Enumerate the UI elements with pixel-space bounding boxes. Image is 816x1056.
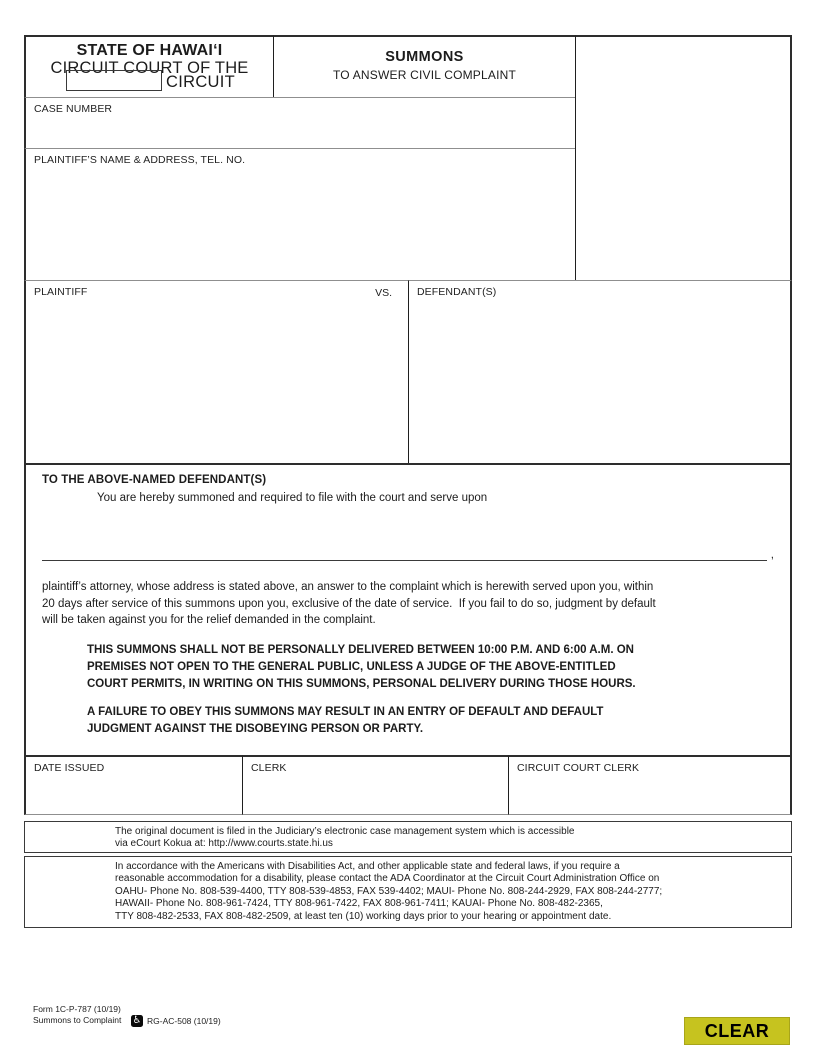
vs-label: VS. xyxy=(375,287,392,299)
plaintiff-address-label: PLAINTIFF’S NAME & ADDRESS, TEL. NO. xyxy=(34,154,246,166)
form-number: Form 1C-P-787 (10/19) xyxy=(33,1004,121,1014)
attorney-name-input-line[interactable] xyxy=(42,547,767,561)
ecourt-notice-line: via eCourt Kokua at: http://www.courts.state.hi.us xyxy=(115,838,333,850)
case-number-field[interactable] xyxy=(24,97,575,148)
defendant-field[interactable] xyxy=(408,280,792,463)
court-title-cell xyxy=(24,35,273,97)
form-subtitle: TO ANSWER CIVIL COMPLAINT xyxy=(332,68,517,82)
clerk-field[interactable] xyxy=(242,755,508,815)
circuit-court-clerk-label: CIRCUIT COURT CLERK xyxy=(517,762,640,774)
date-issued-field[interactable] xyxy=(24,755,242,815)
blank-stamp-cell xyxy=(575,35,792,280)
ada-notice-box xyxy=(24,856,792,928)
clear-button[interactable]: CLEAR xyxy=(684,1017,790,1045)
delivery-restriction-paragraph xyxy=(87,642,774,693)
attorney-name-blank-row xyxy=(42,547,774,561)
body-heading: TO THE ABOVE-NAMED DEFENDANT(S) xyxy=(42,474,267,486)
doc-code: RG-AC-508 (10/19) xyxy=(147,1016,221,1026)
form-title: SUMMONS xyxy=(385,49,464,65)
answer-paragraph-line: plaintiff’s attorney, whose address is stated above, an answer to the complaint which is herewith served upon you, within xyxy=(42,581,654,593)
plaintiff-label: PLAINTIFF xyxy=(34,286,88,298)
clerk-label: CLERK xyxy=(251,762,287,774)
answer-paragraph-line: 20 days after service of this summons upon you, exclusive of the date of service. If you fail to do so, judgment by default xyxy=(42,597,656,610)
answer-paragraph-line: will be taken against you for the relief demanded in the complaint. xyxy=(42,614,376,626)
ecourt-notice-box xyxy=(24,821,792,853)
circuit-name-input[interactable] xyxy=(66,70,162,91)
delivery-restriction-line: COURT PERMITS, IN WRITING ON THIS SUMMONS, PERSONAL DELIVERY DURING THOSE HOURS. xyxy=(87,677,636,690)
plaintiff-address-field[interactable] xyxy=(24,148,575,280)
form-title-cell xyxy=(273,35,575,97)
failure-to-obey-paragraph xyxy=(87,704,774,738)
defendant-label: DEFENDANT(S) xyxy=(417,286,497,298)
case-number-label: CASE NUMBER xyxy=(34,103,113,115)
failure-to-obey-line: JUDGMENT AGAINST THE DISOBEYING PERSON OR PARTY. xyxy=(87,722,424,735)
ada-notice-line: In accordance with the Americans with Disabilities Act, and other applicable state and federal laws, if you require a xyxy=(115,861,620,872)
court-name-line3-suffix: CIRCUIT xyxy=(166,73,236,91)
court-name-line2: CIRCUIT COURT OF THE xyxy=(50,59,249,77)
court-name-line1: STATE OF HAWAI‘I xyxy=(76,42,223,59)
ada-notice-line: HAWAII- Phone No. 808-961-7424, TTY 808-961-7422, FAX 808-961-7411; KAUAI- Phone No. 808-482-2365, xyxy=(115,898,603,910)
date-issued-label: DATE ISSUED xyxy=(34,762,105,774)
circuit-court-clerk-field[interactable] xyxy=(508,755,792,815)
delivery-restriction-line: PREMISES NOT OPEN TO THE GENERAL PUBLIC, UNLESS A JUDGE OF THE ABOVE-ENTITLED xyxy=(87,660,616,673)
summons-body-section xyxy=(24,463,792,755)
answer-paragraph xyxy=(42,579,774,629)
delivery-restriction-line: THIS SUMMONS SHALL NOT BE PERSONALLY DELIVERED BETWEEN 10:00 P.M. AND 6:00 A.M. ON xyxy=(87,643,634,656)
plaintiff-field[interactable] xyxy=(24,280,408,463)
failure-to-obey-line: A FAILURE TO OBEY THIS SUMMONS MAY RESULT IN AN ENTRY OF DEFAULT AND DEFAULT xyxy=(87,705,604,718)
ada-notice-line: OAHU- Phone No. 808-539-4400, TTY 808-539-4853, FAX 539-4402; MAUI- Phone No. 808-244-2929, FAX 808-244-2777; xyxy=(115,885,663,897)
accessibility-icon: ♿ xyxy=(132,1015,142,1026)
ecourt-notice-line: The original document is filed in the Judiciary’s electronic case management system which is accessible xyxy=(115,826,575,837)
after-blank-comma: , xyxy=(770,549,774,561)
form-name: Summons to Complaint xyxy=(33,1015,122,1025)
summon-sentence: You are hereby summoned and required to file with the court and serve upon xyxy=(97,492,488,504)
ada-notice-line: TTY 808-482-2533, FAX 808-482-2509, at least ten (10) working days prior to your hearing or appointment date. xyxy=(115,910,612,922)
ada-notice-line: reasonable accommodation for a disability, please contact the ADA Coordinator at the Circuit Court Administration Office on xyxy=(115,873,660,885)
